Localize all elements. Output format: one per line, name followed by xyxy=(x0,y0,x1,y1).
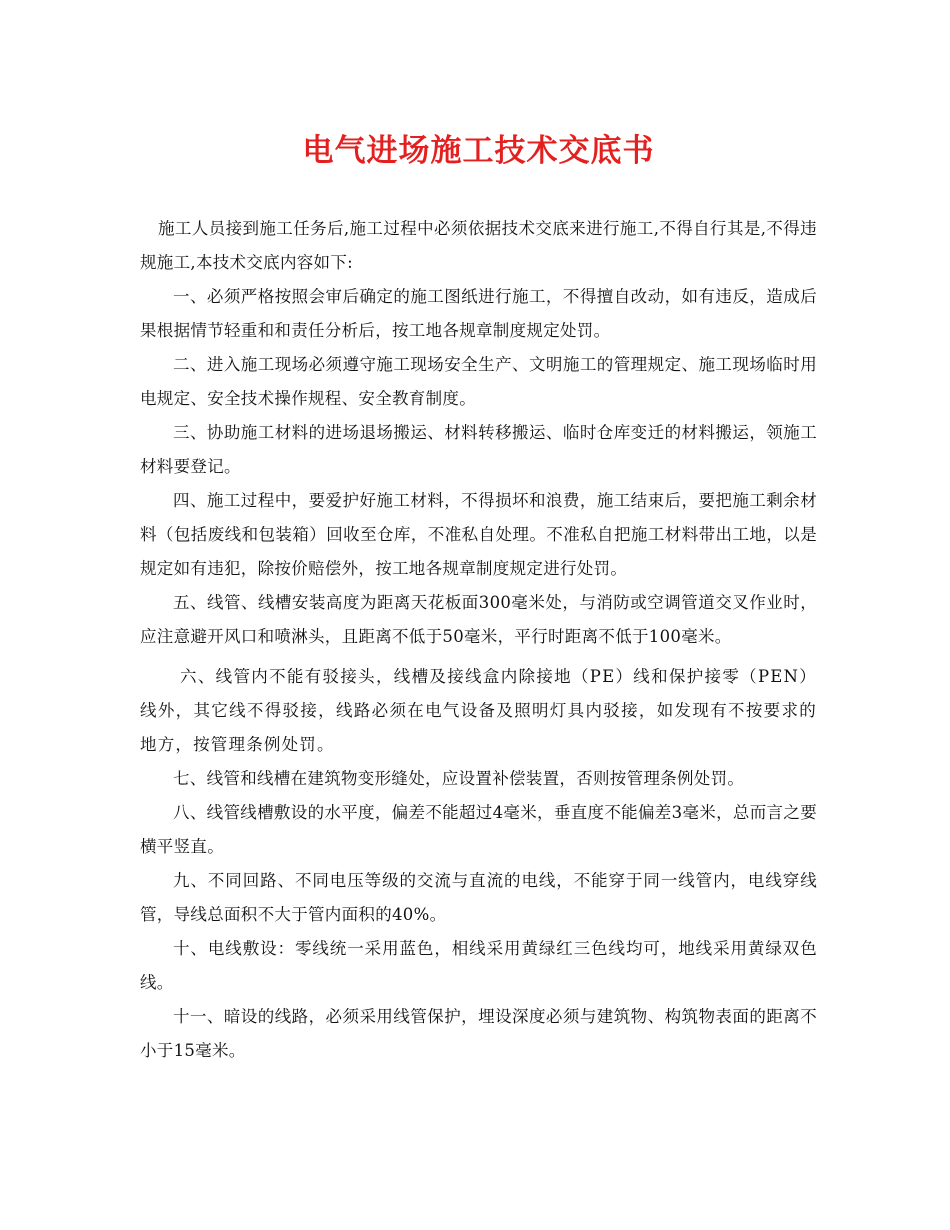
clause-5: 五、线管、线槽安装高度为距离天花板面300毫米处，与消防或空调管道交叉作业时，应注意避开风口和喷淋头，且距离不低于50毫米，平行时距离不低于100毫米。 xyxy=(140,593,817,646)
clause-3: 三、协助施工材料的进场退场搬运、材料转移搬运、临时仓库变迁的材料搬运，领施工材料要登记。 xyxy=(140,423,817,476)
clause-7: 七、线管和线槽在建筑物变形缝处，应设置补偿装置，否则按管理条例处罚。 xyxy=(173,769,745,788)
intro-paragraph: 施工人员接到施工任务后,施工过程中必须依据技术交底来进行施工,不得自行其是,不得违规施工,本技术交底内容如下: xyxy=(140,219,817,272)
document-title: 电气进场施工技术交底书 xyxy=(302,133,655,169)
document-body xyxy=(140,212,817,1068)
clause-1: 一、必须严格按照会审后确定的施工图纸进行施工，不得擅自改动，如有违反，造成后果根据情节轻重和和责任分析后，按工地各规章制度规定处罚。 xyxy=(140,287,817,340)
clause-9: 九、不同回路、不同电压等级的交流与直流的电线，不能穿于同一线管内，电线穿线管，导线总面积不大于管内面积的40%。 xyxy=(140,871,817,924)
clause-11: 十一、暗设的线路，必须采用线管保护，埋设深度必须与建筑物、构筑物表面的距离不小于15毫米。 xyxy=(140,1007,817,1060)
clause-4: 四、施工过程中，要爱护好施工材料，不得损坏和浪费，施工结束后，要把施工剩余材料（包括废线和包装箱）回收至仓库，不准私自处理。不准私自把施工材料带出工地，以是规定如有违犯，除按价赔偿外，按工地各规章制度规定进行处罚。 xyxy=(140,491,817,578)
clause-8: 八、线管线槽敷设的水平度，偏差不能超过4毫米，垂直度不能偏差3毫米，总而言之要横平竖直。 xyxy=(140,803,817,856)
clause-10: 十、电线敷设：零线统一采用蓝色，相线采用黄绿红三色线均可，地线采用黄绿双色线。 xyxy=(140,939,817,992)
clause-6: 六、线管内不能有驳接头，线槽及接线盒内除接地（PE）线和保护接零（PEN）线外，其它线不得驳接，线路必须在电气设备及照明灯具内驳接，如发现有不按要求的地方，按管理条例处罚。 xyxy=(140,667,817,754)
clause-2: 二、进入施工现场必须遵守施工现场安全生产、文明施工的管理规定、施工现场临时用电规定、安全技术操作规程、安全教育制度。 xyxy=(140,355,817,408)
